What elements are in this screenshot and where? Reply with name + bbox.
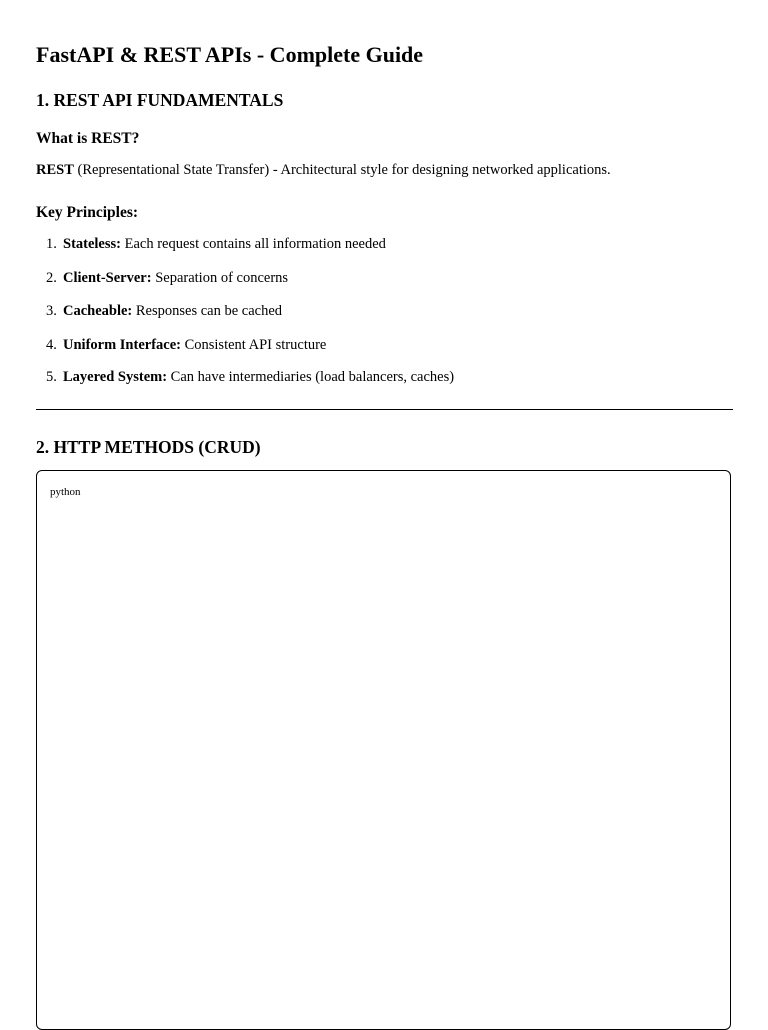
list-item-number: 5. [46, 369, 57, 385]
list-item-text: Separation of concerns [151, 270, 289, 286]
list-item [46, 301, 282, 321]
horizontal-rule [36, 409, 733, 410]
subheading-what-is-rest: What is REST? [36, 130, 140, 147]
list-item [46, 234, 386, 254]
rest-definition-paragraph [36, 160, 611, 180]
list-item-number: 2. [46, 270, 57, 286]
list-item-term: Client-Server: [63, 270, 152, 286]
rest-definition-text: (Representational State Transfer) - Architectural style for designing networked applications. [73, 162, 611, 178]
list-item [46, 335, 326, 355]
list-item-number: 1. [46, 236, 57, 252]
list-item-term: Layered System: [63, 369, 168, 385]
code-block[interactable] [36, 470, 731, 1030]
page-title: FastAPI & REST APIs - Complete Guide [36, 42, 424, 67]
list-item-text: Consistent API structure [180, 337, 327, 353]
list-item-text: Can have intermediaries (load balancers, caches) [167, 369, 455, 385]
code-language-label: python [50, 486, 81, 498]
list-item-number: 3. [46, 303, 57, 319]
list-item-term: Stateless: [63, 236, 121, 252]
list-item-text: Responses can be cached [132, 303, 283, 319]
list-item-number: 4. [46, 337, 57, 353]
section-heading-http-methods: 2. HTTP METHODS (CRUD) [36, 437, 261, 457]
list-item-term: Uniform Interface: [63, 337, 181, 353]
section-heading-rest-fundamentals: 1. REST API FUNDAMENTALS [36, 90, 284, 110]
rest-term: REST [36, 162, 74, 178]
list-item-text: Each request contains all information needed [121, 236, 386, 252]
subheading-key-principles: Key Principles: [36, 204, 139, 221]
list-item [46, 268, 288, 288]
list-item-term: Cacheable: [63, 303, 133, 319]
list-item [46, 367, 454, 387]
